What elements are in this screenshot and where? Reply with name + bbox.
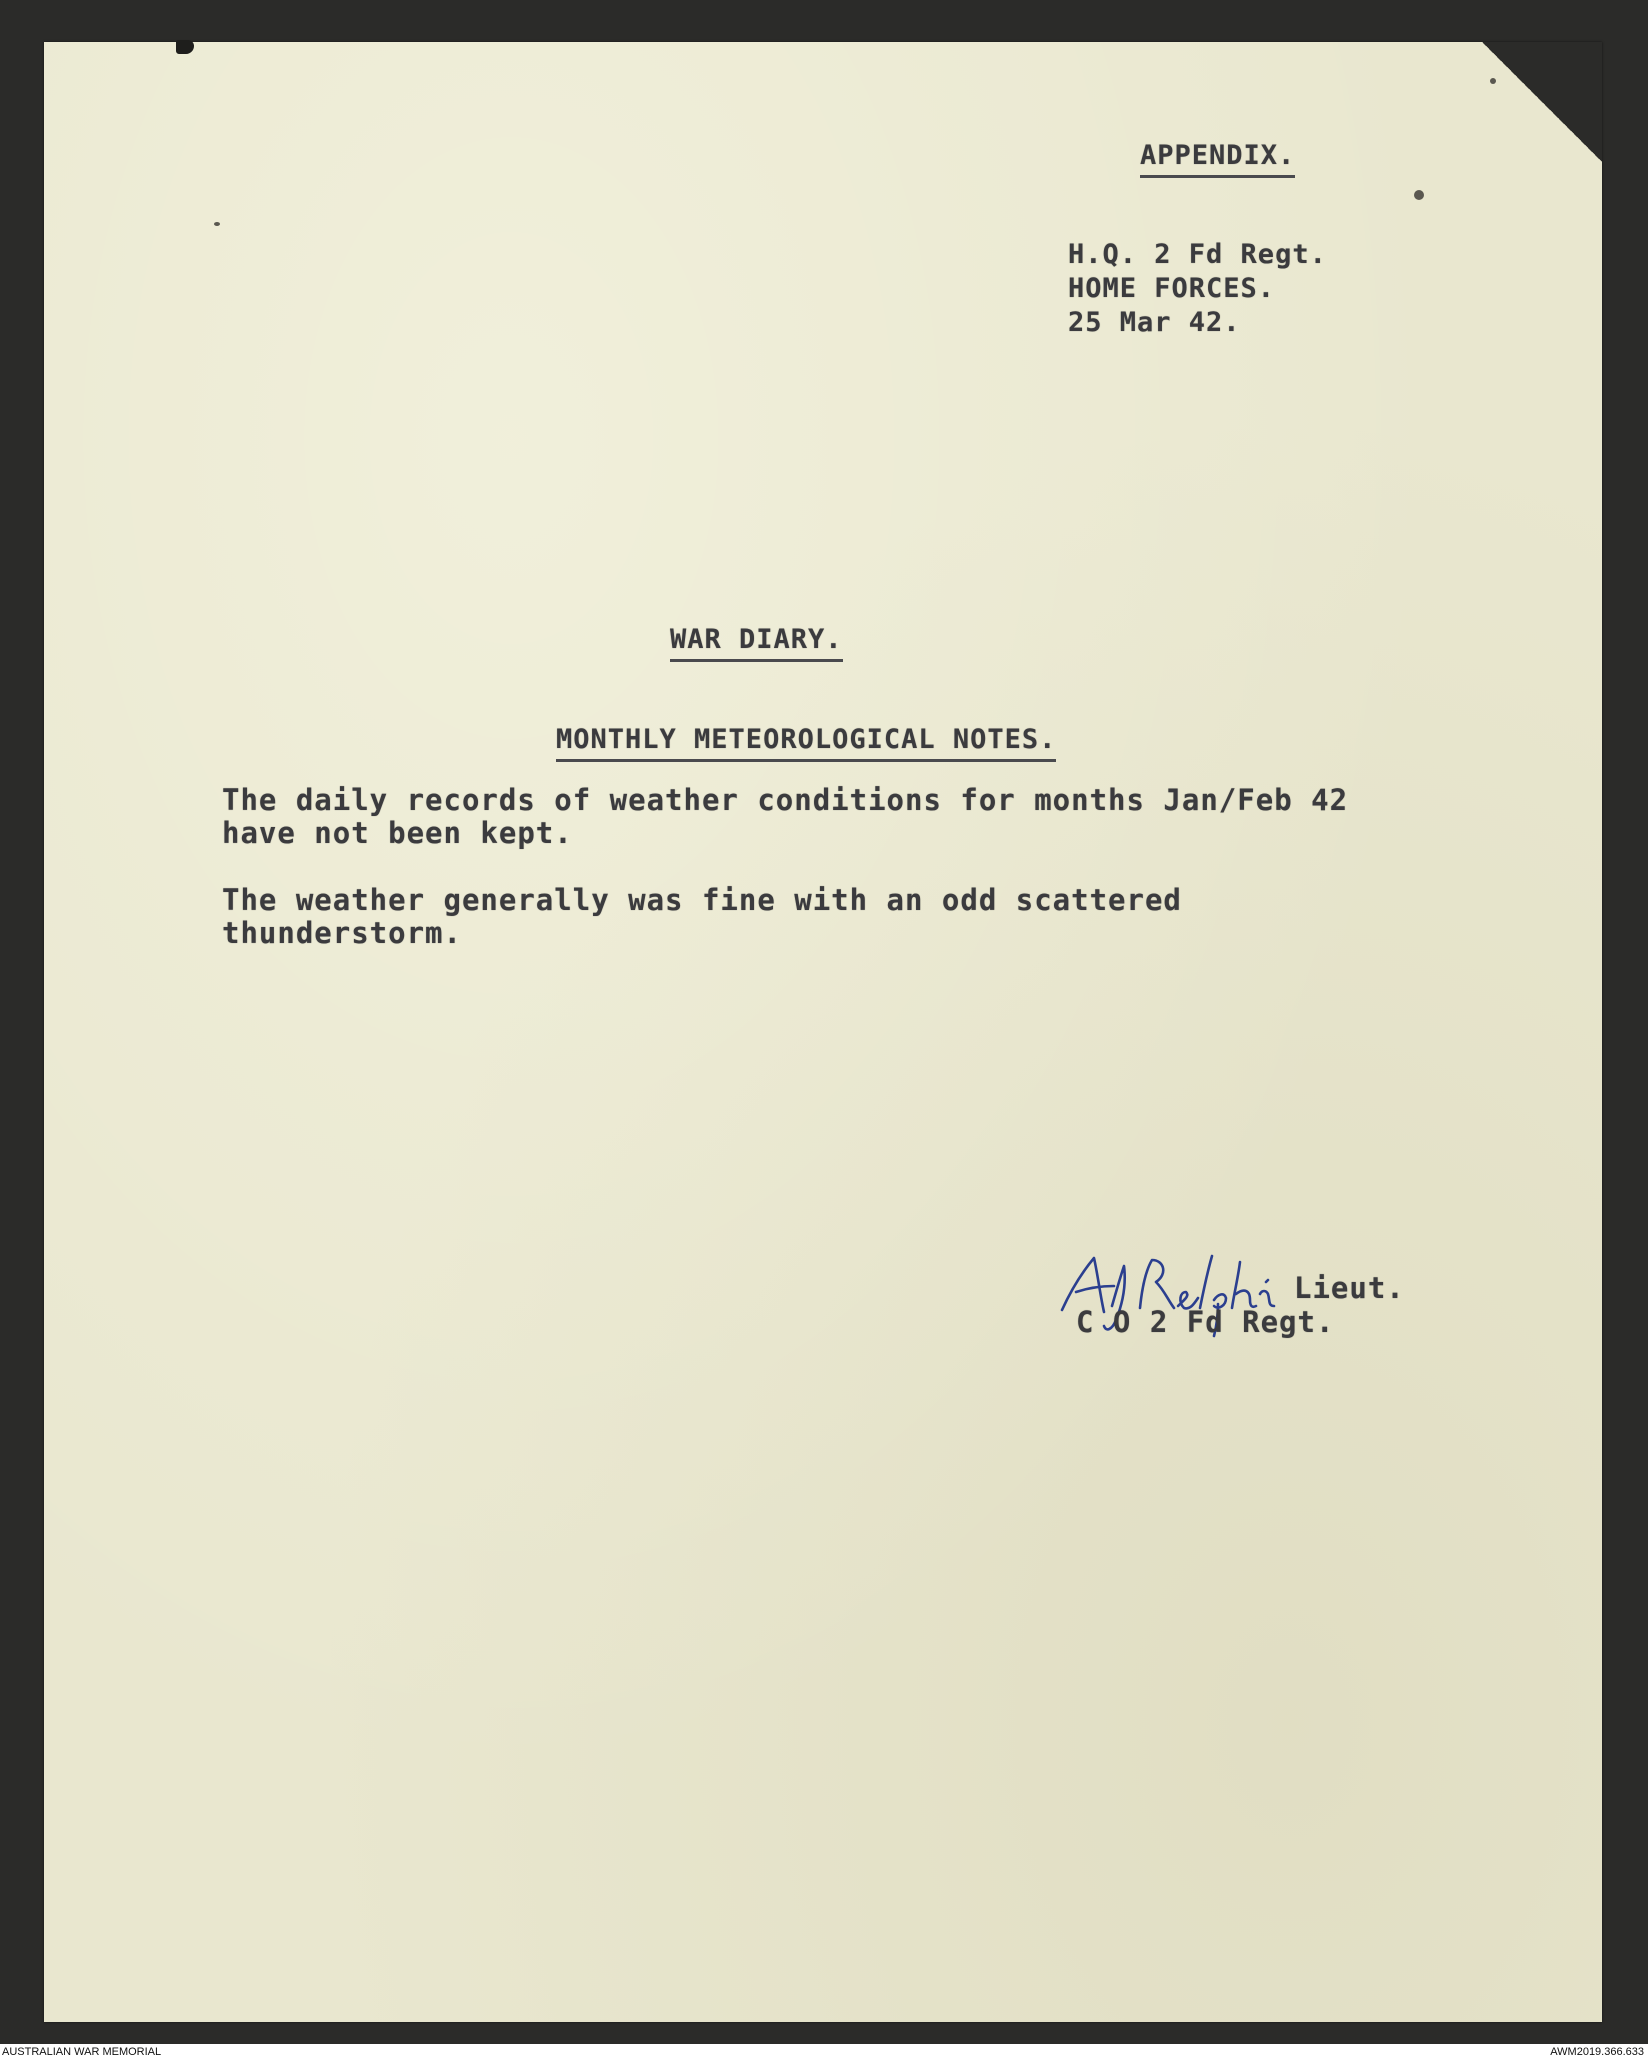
paragraph-line: The daily records of weather conditions for months Jan/Feb 42 xyxy=(222,783,1349,817)
paper-speck xyxy=(214,222,220,226)
paragraph-line: The weather generally was fine with an odd scattered xyxy=(222,883,1182,917)
document-page xyxy=(44,42,1602,2022)
header-block xyxy=(1068,238,1327,340)
header-line-date: 25 Mar 42. xyxy=(1068,307,1241,338)
header-line-unit: H.Q. 2 Fd Regt. xyxy=(1068,239,1327,270)
signatory-rank: Lieut. xyxy=(1294,1271,1405,1305)
archive-reference: AWM2019.366.633 xyxy=(1550,2046,1644,2058)
paper-speck xyxy=(1490,78,1496,84)
header-line-command: HOME FORCES. xyxy=(1068,273,1276,304)
paragraph-line: have not been kept. xyxy=(222,816,573,850)
folded-corner xyxy=(1482,42,1602,162)
paper-speck xyxy=(1414,190,1424,200)
archive-footer xyxy=(0,2044,1648,2061)
paragraph-weather xyxy=(222,884,1182,950)
paragraph-line: thunderstorm. xyxy=(222,916,462,950)
paper-tear xyxy=(176,40,194,54)
document-subtitle: MONTHLY METEOROLOGICAL NOTES. xyxy=(556,724,1056,762)
appendix-label: APPENDIX. xyxy=(1140,140,1295,178)
signatory-appointment: C O 2 Fd Regt. xyxy=(1076,1305,1335,1339)
archive-name: AUSTRALIAN WAR MEMORIAL xyxy=(2,2046,162,2058)
paragraph-records xyxy=(222,784,1348,850)
document-title: WAR DIARY. xyxy=(670,624,843,662)
